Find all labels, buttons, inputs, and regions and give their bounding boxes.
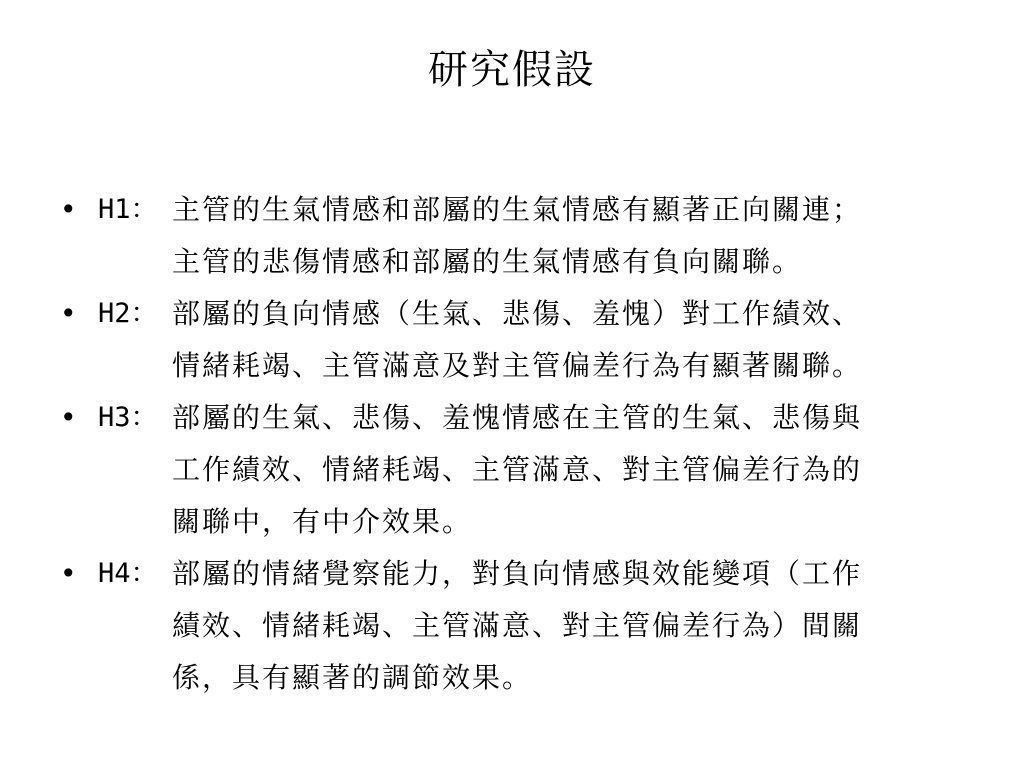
hypothesis-text-line: 關聯中，有中介效果。 (172, 505, 473, 538)
hypothesis-item-h1 (60, 184, 960, 288)
hypothesis-text-line: 工作績效、情緒耗竭、主管滿意、對主管偏差行為的 (172, 453, 863, 486)
hypothesis-text-line: 係，具有顯著的調節效果。 (172, 661, 533, 694)
bullet: • (60, 401, 79, 434)
bullet: • (60, 193, 79, 226)
bullet: • (60, 557, 79, 590)
hypothesis-label: H3： (98, 402, 158, 433)
hypothesis-text-line: 部屬的情緒覺察能力，對負向情感與效能變項（工作 (172, 557, 863, 590)
hypothesis-item-h4 (60, 548, 960, 704)
hypothesis-item-h3 (60, 392, 960, 548)
hypothesis-label: H2： (98, 298, 158, 329)
hypothesis-label: H4： (98, 558, 158, 589)
hypothesis-label: H1： (98, 194, 158, 225)
hypothesis-text-line: 情緒耗竭、主管滿意及對主管偏差行為有顯著關聯。 (172, 349, 863, 382)
hypothesis-text-line: 績效、情緒耗竭、主管滿意、對主管偏差行為）間關 (172, 609, 863, 642)
hypothesis-item-h2 (60, 288, 960, 392)
hypothesis-text-line: 部屬的生氣、悲傷、羞愧情感在主管的生氣、悲傷與 (172, 401, 863, 434)
hypothesis-text-line: 部屬的負向情感（生氣、悲傷、羞愧）對工作績效、 (172, 297, 863, 330)
hypothesis-text-line: 主管的生氣情感和部屬的生氣情感有顯著正向關連； (172, 193, 863, 226)
slide-title: 研究假設 (428, 47, 596, 93)
hypothesis-list (60, 184, 960, 704)
hypothesis-text-line: 主管的悲傷情感和部屬的生氣情感有負向關聯。 (172, 245, 803, 278)
bullet: • (60, 297, 79, 330)
